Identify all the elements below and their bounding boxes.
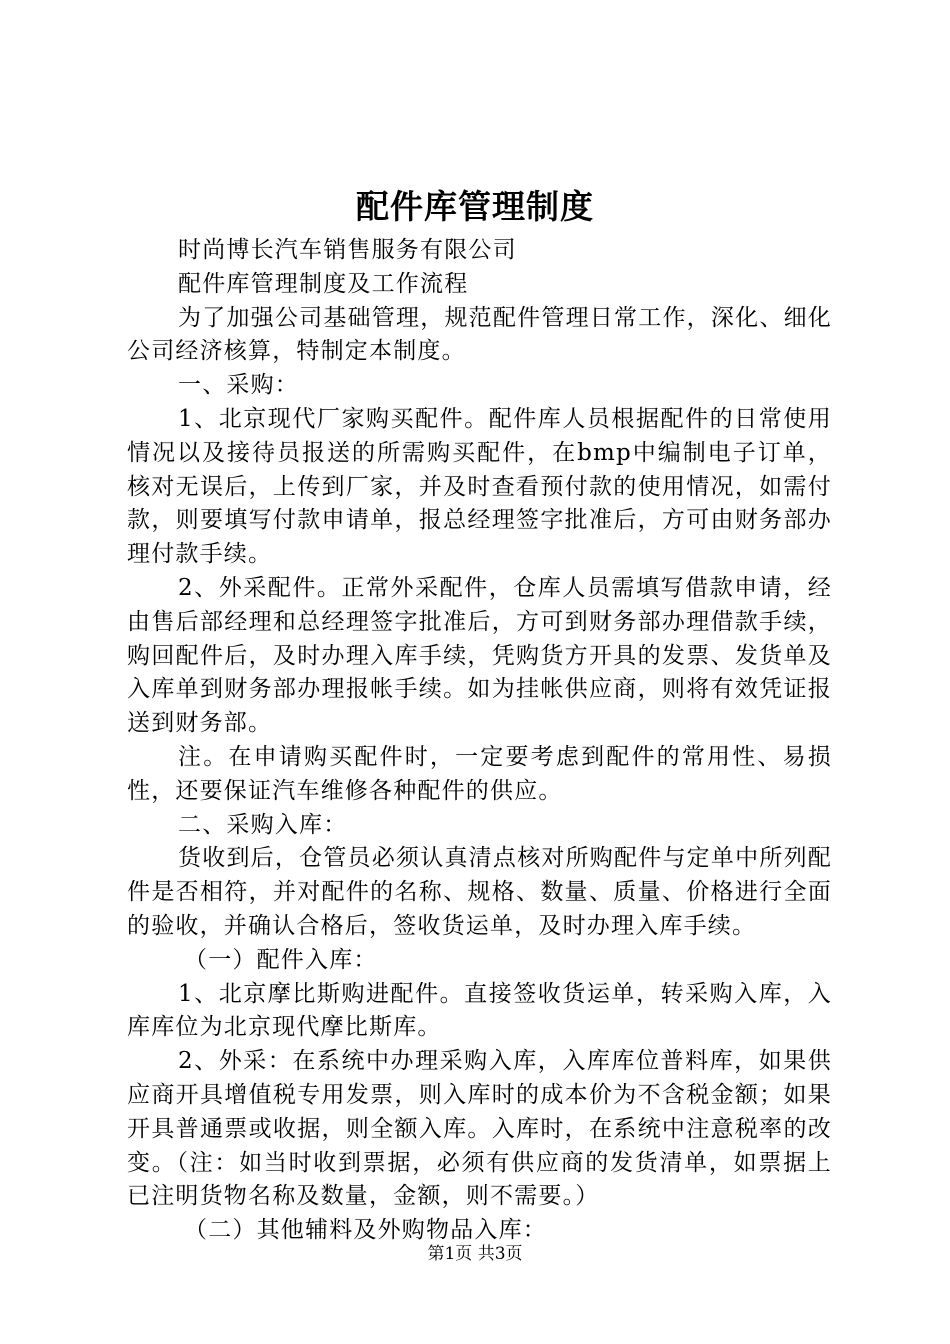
document-body (127, 234, 832, 1248)
subsection-heading-other: （二）其他辅料及外购物品入库： (184, 1217, 547, 1244)
section-heading-purchase: 一、采购： (178, 372, 299, 399)
document-subtitle: 配件库管理制度及工作流程 (178, 270, 469, 297)
paragraph-storage: 货收到后，仓管员必须认真清点核对所购配件与定单中所列配件是否相符，并对配件的名称、规格、数量、质量、价格进行全面的验收，并确认合格后，签收货运单，及时办理入库手续。 (127, 845, 832, 939)
paragraph-purchase-2: 2、外采配件。正常外采配件，仓库人员需填写借款申请，经由售后部经理和总经理签字批准后，方可到财务部办理借款手续，购回配件后，及时办理入库手续，凭购货方开具的发票、发货单及入库单到财务部办理报帐手续。如为挂帐供应商，则将有效凭证报送到财务部。 (127, 574, 832, 737)
document-title: 配件库管理制度 (356, 187, 594, 226)
paragraph-parts-2: 2、外采：在系统中办理采购入库，入库库位普料库，如果供应商开具增值税专用发票，则入库时的成本价为不含税金额；如果开具普通票或收据，则全额入库。入库时，在系统中注意税率的改变。（注：如当时收到票据，必须有供应商的发货清单，如票据上已注明货物名称及数量，金额，则不需要。） (127, 1048, 832, 1210)
paragraph-purchase-1: 1、北京现代厂家购买配件。配件库人员根据配件的日常使用情况以及接待员报送的所需购买配件，在bmp中编制电子订单，核对无误后，上传到厂家，并及时查看预付款的使用情况，如需付款，则要填写付款申请单，报总经理签字批准后，方可由财务部办理付款手续。 (127, 405, 832, 568)
paragraph-note: 注。在申请购买配件时，一定要考虑到配件的常用性、易损性，还要保证汽车维修各种配件的供应。 (127, 743, 832, 804)
company-name: 时尚博长汽车销售服务有限公司 (178, 237, 517, 263)
section-heading-storage: 二、采购入库： (178, 811, 348, 838)
subsection-heading-parts: （一）配件入库： (184, 946, 378, 973)
page-footer: 第1页 共3页 (427, 1244, 523, 1264)
paragraph-parts-1: 1、北京摩比斯购进配件。直接签收货运单，转采购入库，入库库位为北京现代摩比斯库。 (127, 980, 832, 1041)
paragraph-intro: 为了加强公司基础管理，规范配件管理日常工作，深化、细化公司经济核算，特制定本制度。 (127, 304, 832, 365)
